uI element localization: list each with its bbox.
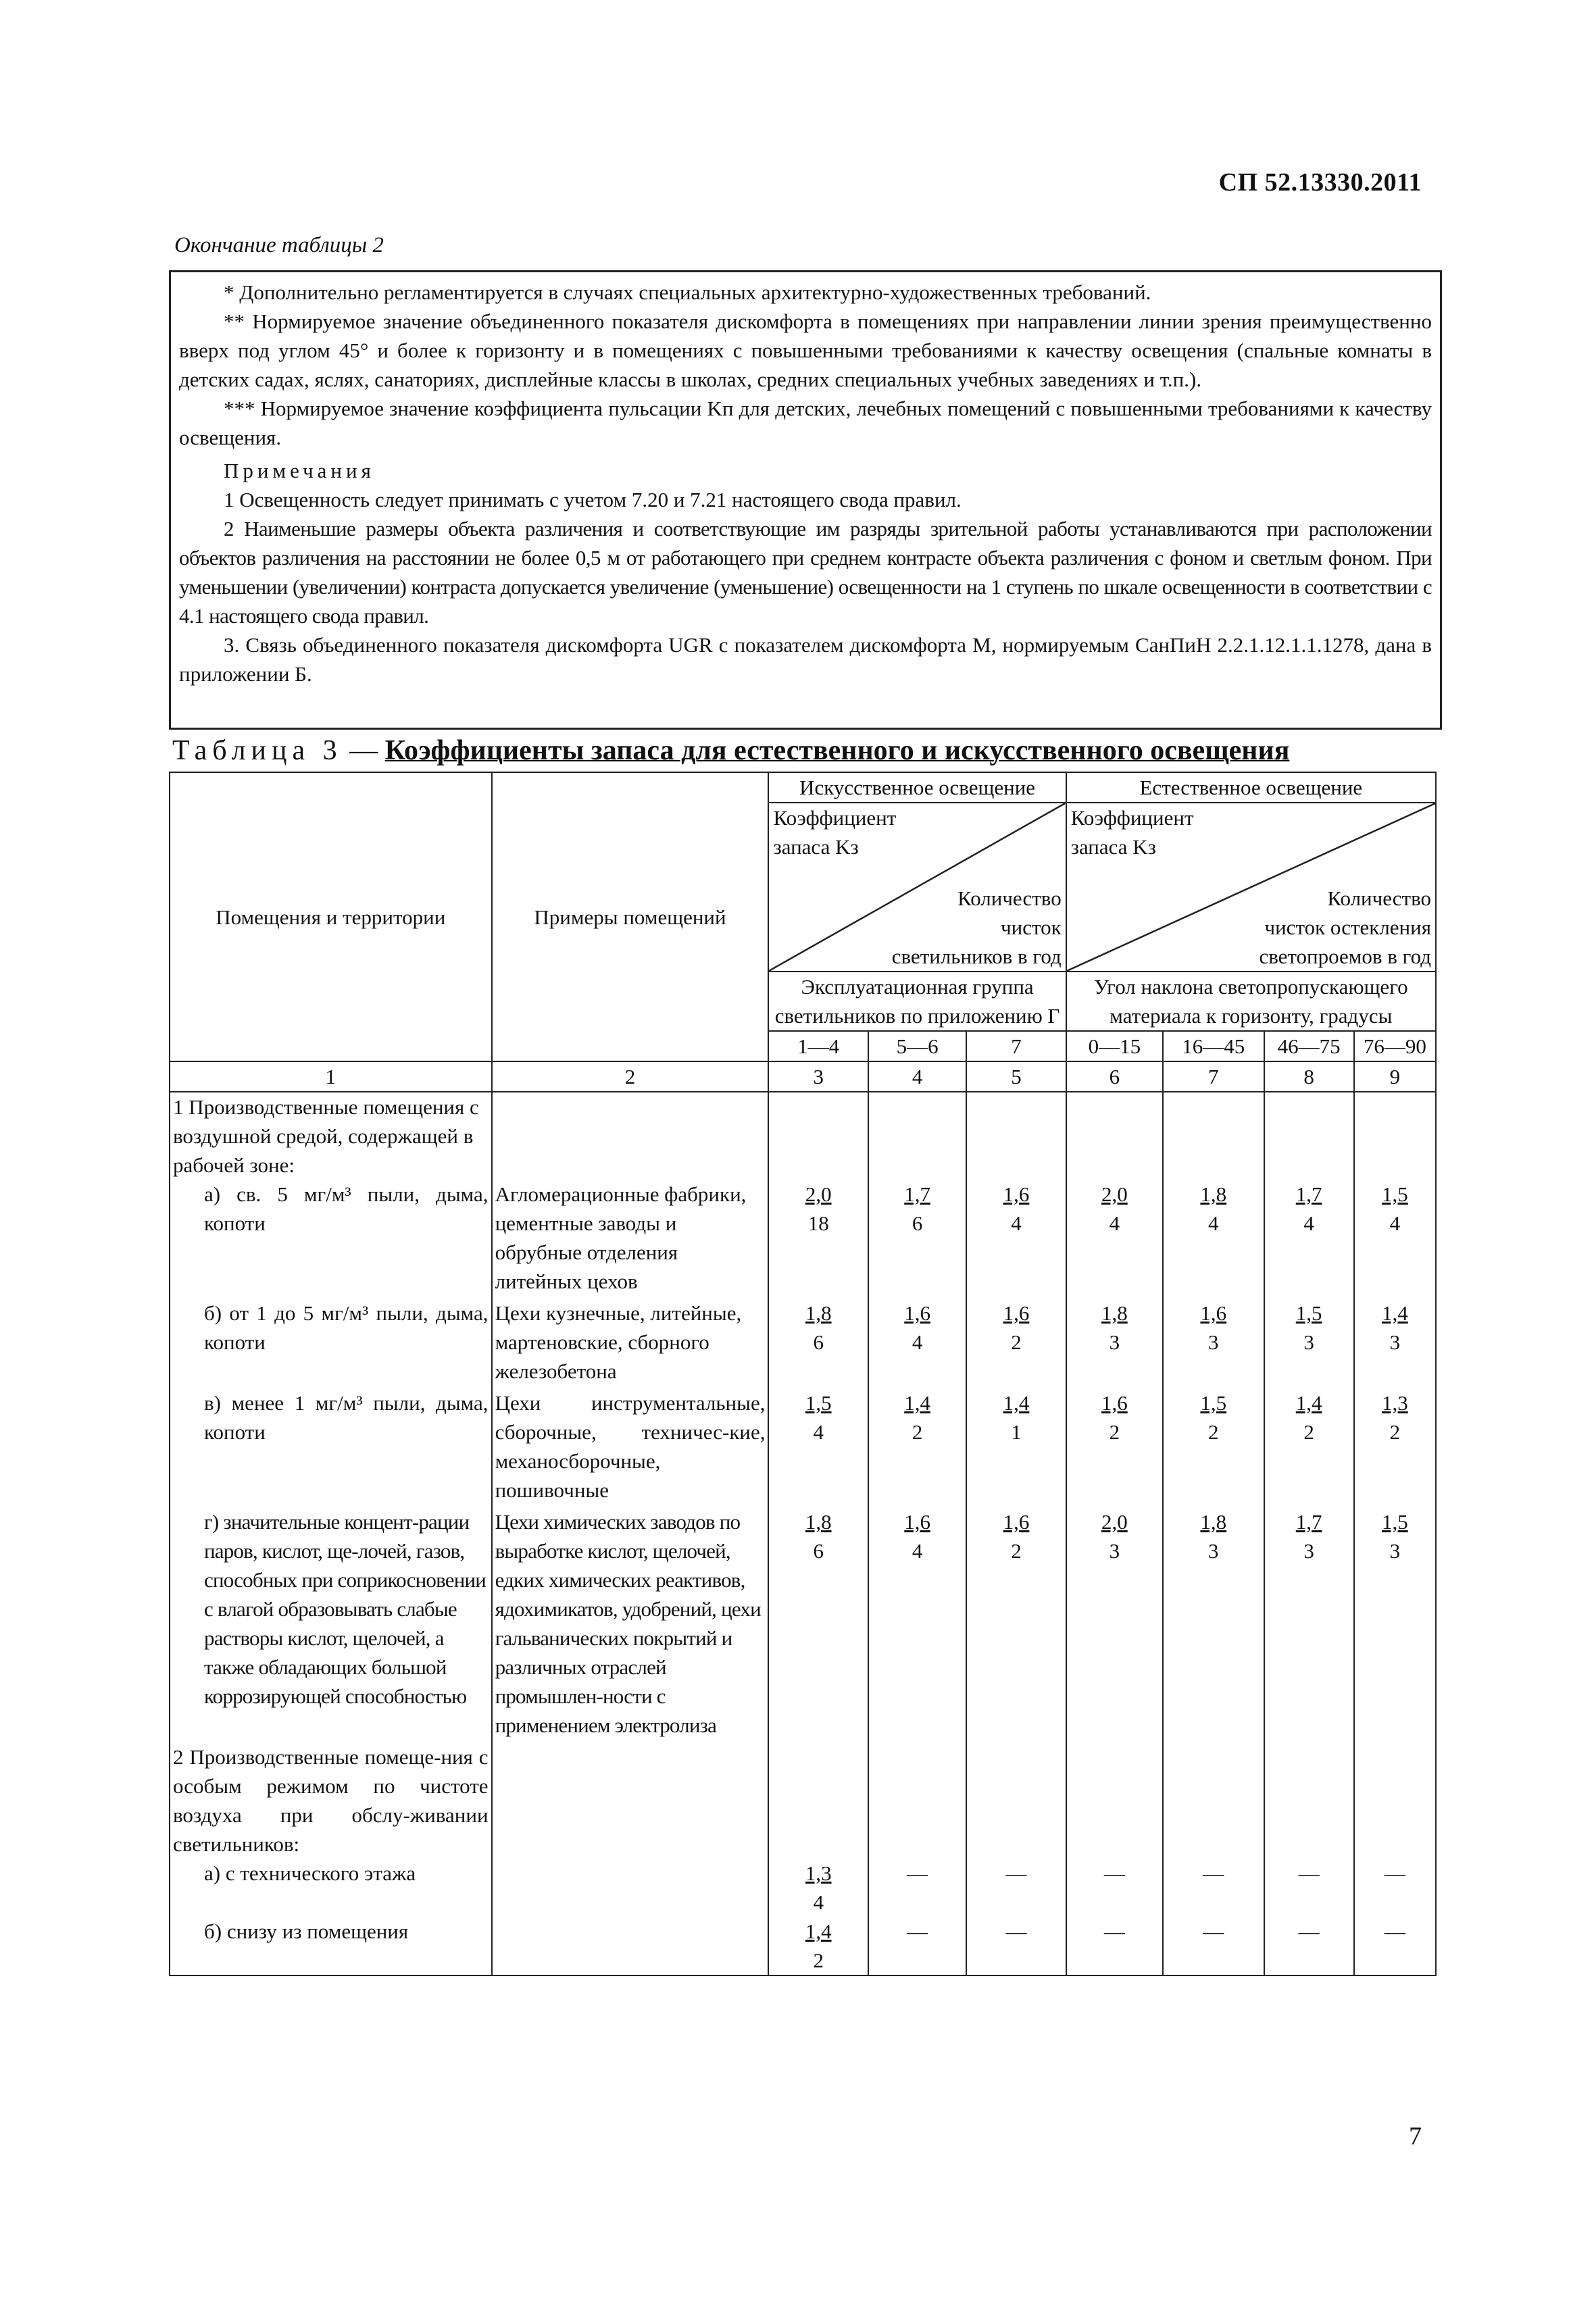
value-cell <box>768 1507 868 1742</box>
cleanings-value: 1 <box>1011 1420 1022 1444</box>
value-cell <box>1354 1917 1436 1976</box>
cleanings-value: 3 <box>1109 1539 1120 1563</box>
cleanings-value: 4 <box>813 1420 824 1444</box>
footnote-2: ** Нормируемое значение объединенного показателя дискомфорта в помещениях при направлении линии зрения преимущественно вверх под углом 45° и более к горизонту и в помещениях с повышенными требованиями к качеству освещения (спальные комнаты в детских садах, яслях, санаториях, дисплейные классы в школах, средних специальных учебных заведениях и т.п.). <box>179 309 1432 391</box>
value-cell <box>1163 1859 1264 1917</box>
cleanings-value: 2 <box>912 1420 923 1444</box>
k-value: 1,6 <box>904 1301 930 1325</box>
cleanings-value: 3 <box>1303 1539 1314 1563</box>
value-cell <box>1264 1917 1354 1976</box>
value-cell <box>1354 1388 1436 1507</box>
value-cell <box>1264 1299 1354 1388</box>
k-value: 1,6 <box>1101 1391 1128 1415</box>
value-cell <box>966 1388 1066 1507</box>
k-value: 1,6 <box>1003 1301 1030 1325</box>
k-value: — <box>1298 1861 1320 1885</box>
diag-artificial-bottomright: Количество чисток светильников в год <box>891 886 1062 968</box>
cleanings-value: 4 <box>1109 1211 1120 1235</box>
diag-cell-natural <box>1066 803 1436 972</box>
cleanings-value: 4 <box>912 1539 923 1563</box>
column-number: 5 <box>966 1061 1066 1092</box>
cleanings-value: 3 <box>1208 1539 1219 1563</box>
column-number: 9 <box>1354 1061 1436 1092</box>
diag-artificial-topleft: Коэффициент запаса Kз <box>773 806 897 859</box>
k-value: 1,8 <box>1200 1182 1227 1206</box>
cleanings-value: 2 <box>1208 1420 1219 1444</box>
row-label: а) с технического этажа <box>170 1859 492 1917</box>
table-row <box>170 1742 1436 1859</box>
value-cell <box>1163 1299 1264 1388</box>
section-1-title: 1 Производственные помещения с воздушной средой, содержащей в рабочей зоне: <box>170 1092 492 1180</box>
column-number: 7 <box>1163 1061 1264 1092</box>
k-value: — <box>1384 1919 1405 1943</box>
value-cell <box>966 1859 1066 1917</box>
table-title-text: Коэффициенты запаса для естественного и искусственного освещения <box>384 735 1290 766</box>
note-2: 2 Наименьшие размеры объекта различения и соответствующие им разряды зрительной работы устанавливаются при расположении объектов различения на расстоянии не более 0,5 м от работающего при среднем контрасте объекта различения с фоном и светлым фоном. При уменьшении (увеличении) контраста допускается увеличение (уменьшение) освещенности на 1 ступень по шкале освещенности в соответствии с 4.1 настоящего свода правил. <box>179 517 1432 628</box>
k-value: — <box>907 1861 928 1885</box>
value-cell <box>1066 1507 1163 1742</box>
value-cell <box>966 1180 1066 1299</box>
table-row <box>170 1917 1436 1976</box>
value-cell <box>1264 1388 1354 1507</box>
row-example: Цехи инструментальные, сборочные, техничес-кие, механосборочные, пошивочные <box>492 1388 769 1507</box>
cleanings-value: 4 <box>813 1890 824 1914</box>
k-value: 1,4 <box>1003 1391 1030 1415</box>
cleanings-value: 2 <box>1389 1420 1401 1444</box>
k-value: — <box>1384 1861 1405 1885</box>
table-row <box>170 1859 1436 1917</box>
diag-natural-topleft: Коэффициент запаса Kз <box>1070 806 1194 859</box>
value-cell <box>1264 1859 1354 1917</box>
column-number: 3 <box>768 1061 868 1092</box>
table-row <box>170 1092 1436 1180</box>
cleanings-value: 4 <box>1389 1211 1401 1235</box>
table-title-prefix: Таблица 3 <box>172 735 343 766</box>
k-value: 1,8 <box>805 1510 832 1534</box>
k-value: 1,3 <box>1382 1391 1408 1415</box>
k-value: 1,6 <box>904 1510 930 1534</box>
k-value: 1,7 <box>1295 1182 1322 1206</box>
k-value: 1,8 <box>1101 1301 1128 1325</box>
document-code: СП 52.13330.2011 <box>1218 168 1422 197</box>
diag-cell-artificial <box>768 803 1066 972</box>
value-cell <box>868 1388 966 1507</box>
row-label: г) значительные концент-рации паров, кислот, ще-лочей, газов, способных при соприкосновении с влагой образовывать слабые растворы кислот, щелочей, а также обладающих большой коррозирующей способностью <box>170 1507 492 1742</box>
k-value: — <box>1203 1919 1224 1943</box>
value-cell <box>868 1507 966 1742</box>
coefficients-table <box>169 772 1437 1976</box>
value-cell <box>1354 1859 1436 1917</box>
value-cell <box>1354 1507 1436 1742</box>
k-value: 2,0 <box>1101 1182 1128 1206</box>
value-cell <box>1163 1388 1264 1507</box>
row-label: а) св. 5 мг/м³ пыли, дыма, копоти <box>170 1180 492 1299</box>
column-number: 4 <box>868 1061 966 1092</box>
table-row <box>170 1507 1436 1742</box>
cleanings-value: 6 <box>813 1539 824 1563</box>
k-value: 1,5 <box>1382 1182 1408 1206</box>
page-number: 7 <box>1409 2122 1422 2150</box>
k-value: 1,6 <box>1003 1510 1030 1534</box>
k-value: 1,4 <box>1295 1391 1322 1415</box>
k-value: 1,4 <box>805 1919 832 1943</box>
header-premises: Помещения и территории <box>170 772 492 1061</box>
footnote-3: *** Нормируемое значение коэффициента пульсации Kп для детских, лечебных помещений с повышенными требованиями к качеству освещения. <box>179 397 1432 449</box>
header-examples: Примеры помещений <box>492 772 769 1061</box>
k-value: 2,0 <box>805 1182 832 1206</box>
value-cell <box>966 1299 1066 1388</box>
cleanings-value: 2 <box>1011 1539 1022 1563</box>
k-value: 1,8 <box>1200 1510 1227 1534</box>
k-value: — <box>1005 1861 1027 1885</box>
value-cell <box>966 1507 1066 1742</box>
k-value: — <box>907 1919 928 1943</box>
note-3: 3. Связь объединенного показателя дискомфорта UGR с показателем дискомфорта М, нормируемым СанПиН 2.2.1.12.1.1.1278, дана в приложении Б. <box>179 633 1432 686</box>
k-value: 1,6 <box>1003 1182 1030 1206</box>
row-label: в) менее 1 мг/м³ пыли, дыма, копоти <box>170 1388 492 1507</box>
cleanings-value: 6 <box>912 1211 923 1235</box>
cleanings-value: 3 <box>1389 1539 1401 1563</box>
value-cell <box>768 1917 868 1976</box>
value-cell <box>1264 1180 1354 1299</box>
column-number: 6 <box>1066 1061 1163 1092</box>
cleanings-value: 4 <box>912 1330 923 1354</box>
cleanings-value: 3 <box>1303 1330 1314 1354</box>
table-row <box>170 1299 1436 1388</box>
value-cell <box>868 1917 966 1976</box>
value-cell <box>768 1299 868 1388</box>
k-value: — <box>1203 1861 1224 1885</box>
value-cell <box>966 1917 1066 1976</box>
cleanings-value: 2 <box>1011 1330 1022 1354</box>
sub-header: 46—75 <box>1264 1031 1354 1061</box>
header-angle: Угол наклона светопропускающего материала к горизонту, градусы <box>1066 972 1436 1031</box>
k-value: — <box>1103 1919 1125 1943</box>
section-2-title: 2 Производственные помеще-ния с особым режимом по чистоте воздуха при обслу-живании светильников: <box>170 1742 492 1859</box>
cleanings-value: 3 <box>1208 1330 1219 1354</box>
value-cell <box>1066 1388 1163 1507</box>
k-value: 1,5 <box>1200 1391 1227 1415</box>
column-number: 2 <box>492 1061 769 1092</box>
row-example: Агломерационные фабрики, цементные заводы и обрубные отделения литейных цехов <box>492 1180 769 1299</box>
value-cell <box>1163 1180 1264 1299</box>
sub-header: 0—15 <box>1066 1031 1163 1061</box>
k-value: — <box>1298 1919 1320 1943</box>
k-value: — <box>1103 1861 1125 1885</box>
table-row <box>170 1180 1436 1299</box>
value-cell <box>1163 1507 1264 1742</box>
cleanings-value: 3 <box>1389 1330 1401 1354</box>
sub-header: 7 <box>966 1031 1066 1061</box>
value-cell <box>768 1859 868 1917</box>
value-cell <box>1066 1299 1163 1388</box>
value-cell <box>1354 1180 1436 1299</box>
k-value: 1,7 <box>1295 1510 1322 1534</box>
notes-title: Примечания <box>224 459 375 482</box>
table-title <box>172 734 1289 767</box>
table-title-dash: — <box>342 735 385 766</box>
diag-natural-bottomright: Количество чисток остекления светопроемов в год <box>1259 886 1431 968</box>
row-example: Цехи химических заводов по выработке кислот, щелочей, едких химических реактивов, ядохимикатов, удобрений, цехи гальванических покрытий и различных отраслей промышлен-ности с применением электролиза <box>492 1507 769 1742</box>
sub-header: 5—6 <box>868 1031 966 1061</box>
k-value: 1,5 <box>805 1391 832 1415</box>
row-label: б) снизу из помещения <box>170 1917 492 1976</box>
cleanings-value: 18 <box>807 1211 829 1235</box>
cleanings-value: 4 <box>1011 1211 1022 1235</box>
value-cell <box>768 1388 868 1507</box>
cleanings-value: 4 <box>1208 1211 1219 1235</box>
cleanings-value: 4 <box>1303 1211 1314 1235</box>
value-cell <box>1264 1507 1354 1742</box>
k-value: 2,0 <box>1101 1510 1128 1534</box>
footnote-1: * Дополнительно регламентируется в случаях специальных архитектурно-художественных требований. <box>224 280 1151 304</box>
value-cell <box>868 1299 966 1388</box>
table-continuation-label: Окончание таблицы 2 <box>174 233 384 257</box>
cleanings-value: 2 <box>1109 1420 1120 1444</box>
k-value: 1,4 <box>904 1391 930 1415</box>
sub-header: 16—45 <box>1163 1031 1264 1061</box>
header-artificial: Искусственное освещение <box>768 772 1066 803</box>
k-value: 1,4 <box>1382 1301 1408 1325</box>
table-row <box>170 1388 1436 1507</box>
k-value: 1,3 <box>805 1861 832 1885</box>
k-value: 1,5 <box>1382 1510 1408 1534</box>
value-cell <box>868 1180 966 1299</box>
value-cell <box>1066 1917 1163 1976</box>
cleanings-value: 2 <box>813 1948 824 1972</box>
sub-header: 76—90 <box>1354 1031 1436 1061</box>
k-value: — <box>1005 1919 1027 1943</box>
sub-header: 1—4 <box>768 1031 868 1061</box>
notes-box <box>169 270 1442 730</box>
value-cell <box>1354 1299 1436 1388</box>
cleanings-value: 2 <box>1303 1420 1314 1444</box>
column-number: 1 <box>170 1061 492 1092</box>
k-value: 1,5 <box>1295 1301 1322 1325</box>
k-value: 1,6 <box>1200 1301 1227 1325</box>
value-cell <box>1066 1859 1163 1917</box>
column-number: 8 <box>1264 1061 1354 1092</box>
cleanings-value: 6 <box>813 1330 824 1354</box>
value-cell <box>1066 1180 1163 1299</box>
header-natural: Естественное освещение <box>1066 772 1436 803</box>
value-cell <box>868 1859 966 1917</box>
note-1: 1 Освещенность следует принимать с учетом 7.20 и 7.21 настоящего свода правил. <box>224 488 962 511</box>
row-example: Цехи кузнечные, литейные, мартеновские, сборного железобетона <box>492 1299 769 1388</box>
k-value: 1,8 <box>805 1301 832 1325</box>
value-cell <box>768 1180 868 1299</box>
row-label: б) от 1 до 5 мг/м³ пыли, дыма, копоти <box>170 1299 492 1388</box>
k-value: 1,7 <box>904 1182 930 1206</box>
value-cell <box>1163 1917 1264 1976</box>
cleanings-value: 3 <box>1109 1330 1120 1354</box>
header-luminaire-group: Эксплуатационная группа светильников по приложению Г <box>768 972 1066 1031</box>
